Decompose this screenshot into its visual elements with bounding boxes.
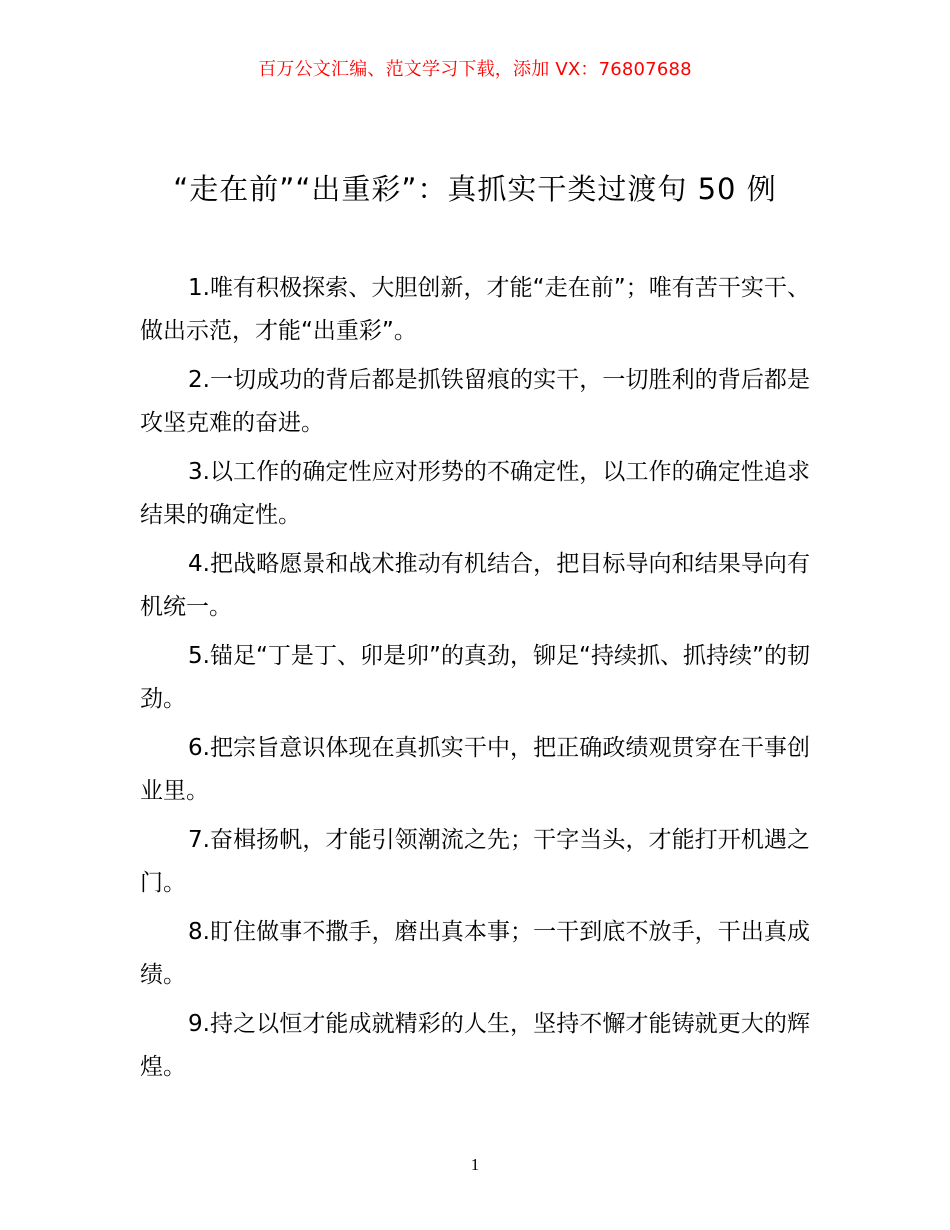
list-item: 4.把战略愿景和战术推动有机结合，把目标导向和结果导向有机统一。 — [140, 551, 810, 620]
item-list — [140, 267, 810, 1095]
list-item: 1.唯有积极探索、大胆创新，才能“走在前”；唯有苦干实干、做出示范，才能“出重彩”。 — [140, 275, 810, 344]
list-item: 6.把宗旨意识体现在真抓实干中，把正确政绩观贯穿在干事创业里。 — [140, 735, 810, 804]
page-number: 1 — [470, 1155, 480, 1174]
list-item: 2.一切成功的背后都是抓铁留痕的实干，一切胜利的背后都是攻坚克难的奋进。 — [140, 367, 810, 436]
list-item: 8.盯住做事不撒手，磨出真本事；一干到底不放手，干出真成绩。 — [140, 919, 810, 988]
document-title: “走在前”“出重彩”：真抓实干类过渡句 50 例 — [173, 172, 777, 206]
list-item: 9.持之以恒才能成就精彩的人生，坚持不懈才能铸就更大的辉煌。 — [140, 1011, 810, 1080]
header-watermark-note: 百万公文汇编、范文学习下载，添加 VX：76807688 — [258, 59, 692, 80]
list-item: 3.以工作的确定性应对形势的不确定性，以工作的确定性追求结果的确定性。 — [140, 459, 810, 528]
list-item: 5.锚足“丁是丁、卯是卯”的真劲，铆足“持续抓、抓持续”的韧劲。 — [140, 643, 810, 712]
list-item: 7.奋楫扬帆，才能引领潮流之先；干字当头，才能打开机遇之门。 — [140, 827, 810, 896]
